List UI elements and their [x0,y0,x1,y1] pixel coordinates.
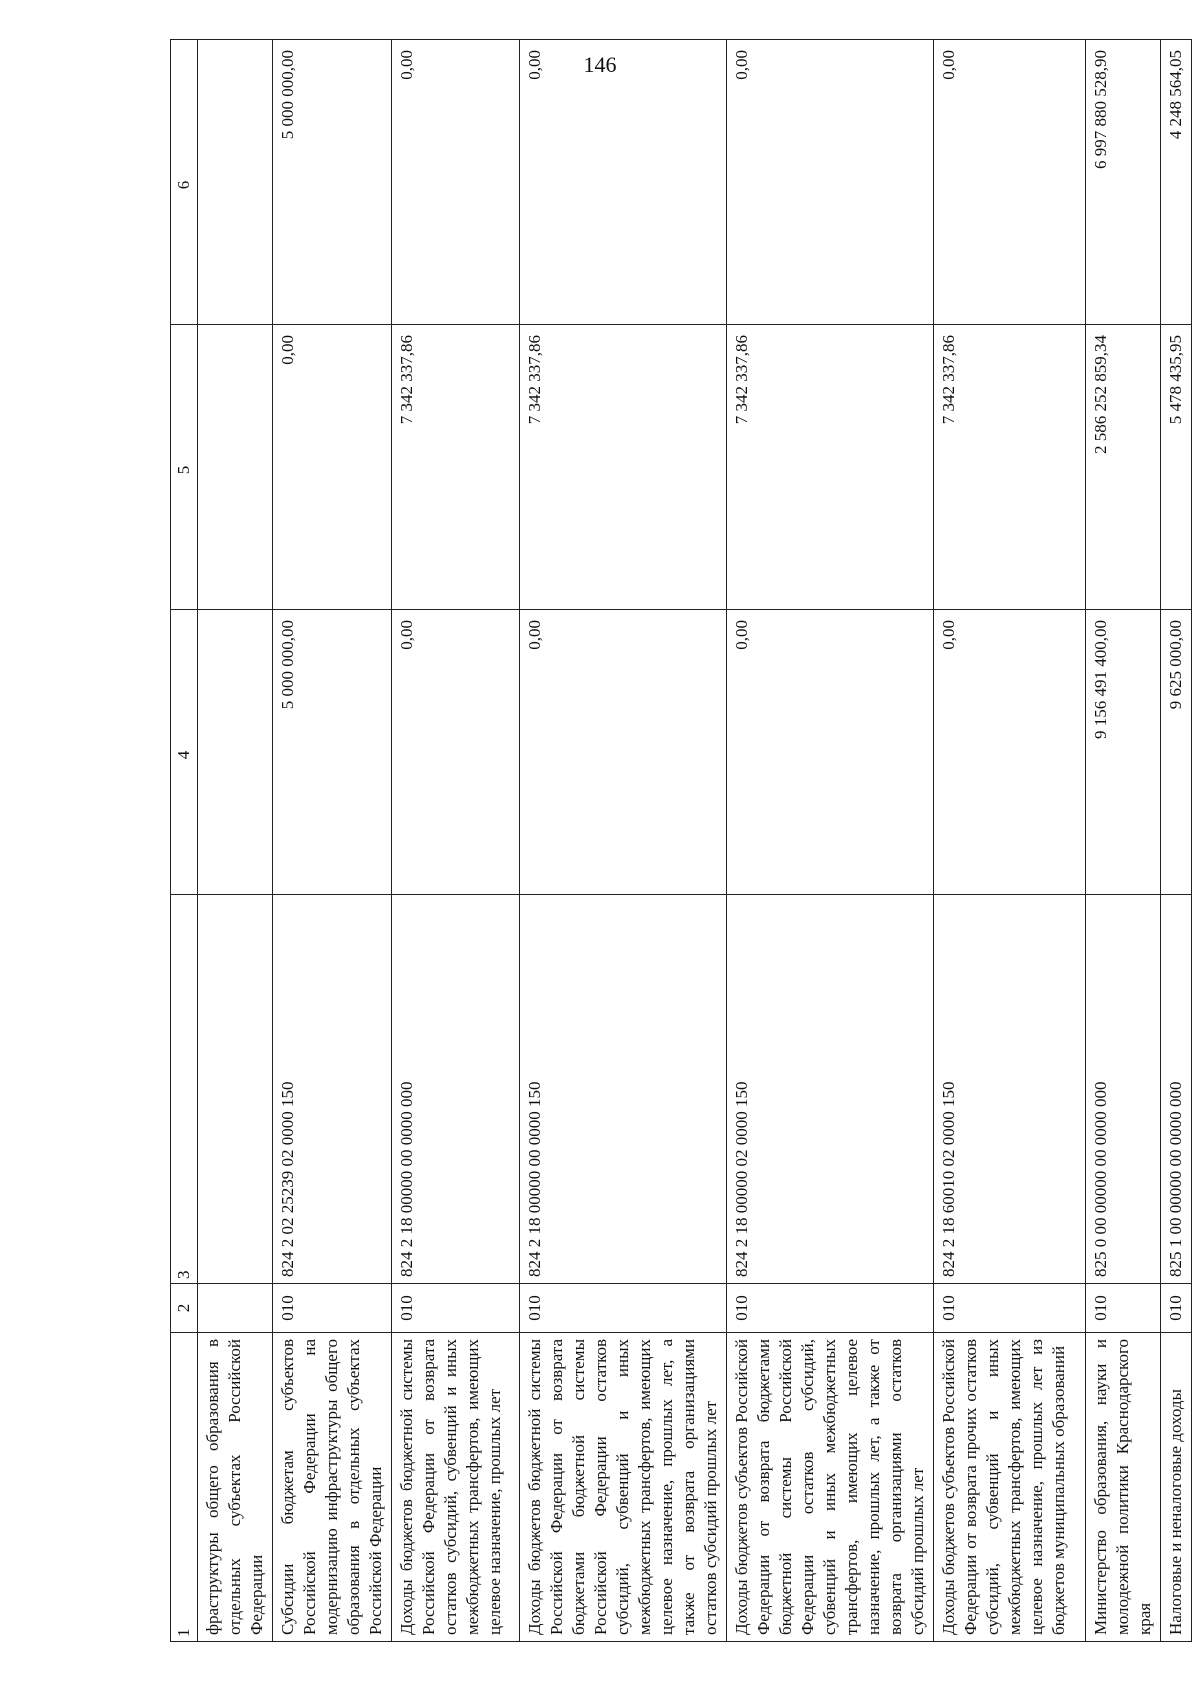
table-row [1161,40,1192,1642]
table-header-row [171,40,198,1642]
cell-amount-1: 0,00 [392,610,520,895]
column-header-5: 5 [171,325,198,610]
cell-amount-1: 0,00 [727,610,934,895]
cell-name: Доходы бюджетов бюджетной системы Российской Федерации от возврата бюджетами бюджетной системы Российской Федерации остатков субсидий, субвенций и иных межбюджетных трансфертов, имеющих целевое назначение, прошлых лет, а также от возврата организациями остатков субсидий прошлых лет [520,1333,727,1642]
cell-amount-3: 0,00 [934,40,1086,325]
cell-name: Субсидии бюджетам субъектов Российской Федерации на модернизацию инфраструктуры общего образования в отдельных субъектах Российской Федерации [273,1333,392,1642]
cell-line: 010 [1086,1284,1161,1333]
cell-line: 010 [520,1284,727,1333]
cell-code: 825 1 00 00000 00 0000 000 [1161,895,1192,1284]
cell-line: 010 [934,1284,1086,1333]
cell-line: 010 [1161,1284,1192,1333]
cell-name: Доходы бюджетов субъектов Российской Федерации от возврата прочих остатков субсидий, субвенций и иных межбюджетных трансфертов, имеющих целевое назначение, прошлых лет из бюджетов муниципальных образований [934,1333,1086,1642]
cell-amount-1: 5 000 000,00 [273,610,392,895]
cell-code: 824 2 18 00000 02 0000 150 [727,895,934,1284]
cell-line: 010 [273,1284,392,1333]
cell-amount-2: 7 342 337,86 [727,325,934,610]
budget-table [170,39,1192,1642]
cell-amount-2 [198,325,273,610]
cell-line [198,1284,273,1333]
table-row [520,40,727,1642]
table-row [392,40,520,1642]
cell-code [198,895,273,1284]
cell-amount-2: 0,00 [273,325,392,610]
cell-code: 824 2 18 00000 00 0000 000 [392,895,520,1284]
cell-line: 010 [392,1284,520,1333]
cell-name: Налоговые и неналоговые доходы [1161,1333,1192,1642]
cell-amount-2: 5 478 435,95 [1161,325,1192,610]
cell-amount-1: 9 156 491 400,00 [1086,610,1161,895]
cell-amount-1: 0,00 [934,610,1086,895]
cell-name: Доходы бюджетов субъектов Российской Федерации от возврата бюджетами бюджетной системы Российской Федерации остатков субсидий, субвенций и иных межбюджетных трансфертов, имеющих целевое назначение, прошлых лет, а также от возврата организациями остатков субсидий прошлых лет [727,1333,934,1642]
table-row [198,40,273,1642]
cell-code: 824 2 18 00000 00 0000 150 [520,895,727,1284]
cell-amount-3: 0,00 [520,40,727,325]
cell-amount-3 [198,40,273,325]
cell-amount-2: 2 586 252 859,34 [1086,325,1161,610]
cell-amount-1: 0,00 [520,610,727,895]
cell-amount-2: 7 342 337,86 [392,325,520,610]
column-header-1: 1 [171,1333,198,1642]
page-number: 146 [583,52,617,77]
column-header-3: 3 [171,895,198,1284]
cell-name: Доходы бюджетов бюджетной системы Российской Федерации от возврата остатков субсидий, субвенций и иных межбюджетных трансфертов, имеющих целевое назначение, прошлых лет [392,1333,520,1642]
cell-amount-3: 0,00 [392,40,520,325]
table-row [1086,40,1161,1642]
column-header-4: 4 [171,610,198,895]
cell-amount-3: 6 997 880 528,90 [1086,40,1161,325]
cell-amount-2: 7 342 337,86 [934,325,1086,610]
cell-name: Министерство образования, науки и молодежной политики Краснодарского края [1086,1333,1161,1642]
cell-line: 010 [727,1284,934,1333]
cell-amount-3: 5 000 000,00 [273,40,392,325]
cell-code: 824 2 18 60010 02 0000 150 [934,895,1086,1284]
cell-code: 825 0 00 00000 00 0000 000 [1086,895,1161,1284]
cell-amount-1: 9 625 000,00 [1161,610,1192,895]
cell-amount-3: 4 248 564,05 [1161,40,1192,325]
column-header-2: 2 [171,1284,198,1333]
cell-amount-1 [198,610,273,895]
cell-code: 824 2 02 25239 02 0000 150 [273,895,392,1284]
table-row [273,40,392,1642]
cell-amount-2: 7 342 337,86 [520,325,727,610]
table-row [934,40,1086,1642]
column-header-6: 6 [171,40,198,325]
cell-name: фраструктуры общего образования в отдельных субъектах Российской Федерации [198,1333,273,1642]
table-row [727,40,934,1642]
cell-amount-3: 0,00 [727,40,934,325]
